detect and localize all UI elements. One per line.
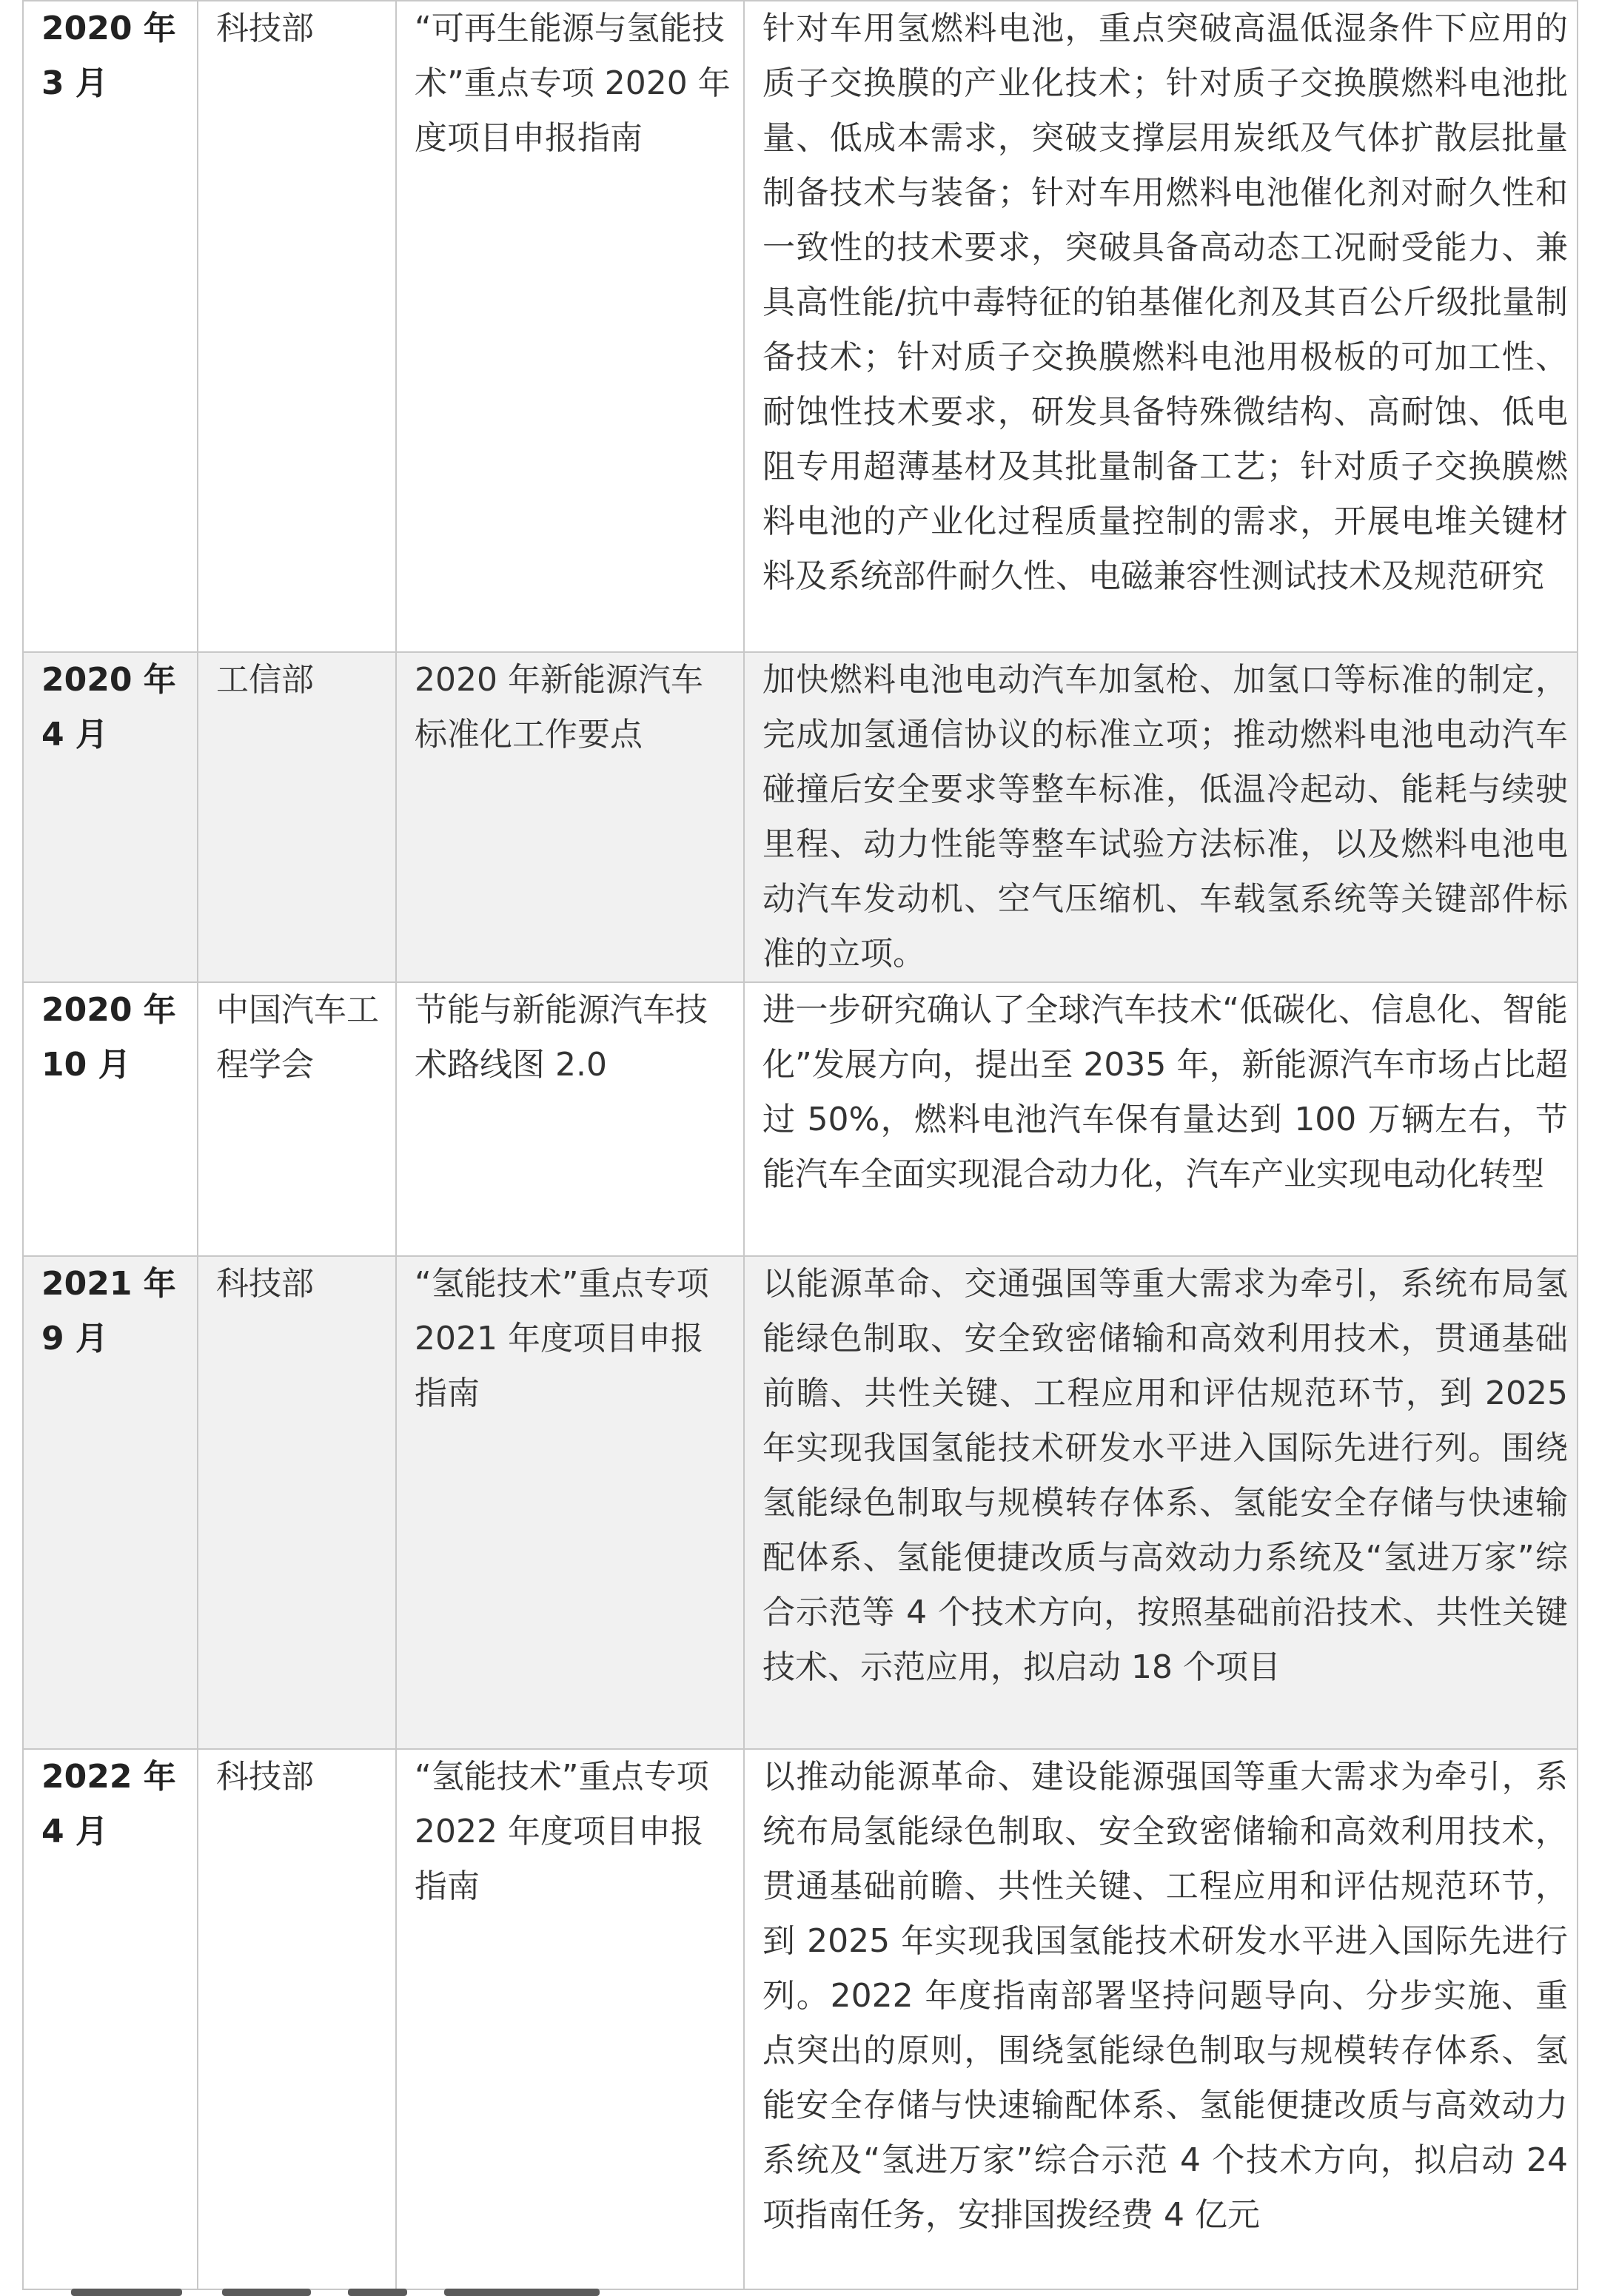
policy-table [22, 0, 1578, 2290]
policy-content-cell: 以推动能源革命、建设能源强国等重大需求为牵引，系统布局氢能绿色制取、安全致密储输和高效利用技术，贯通基础前瞻、共性关键、工程应用和评估规范环节，到 2025 年实现我国氢能技术研发水平进入国际先进行列。2022 年度指南部署坚持问题导向、分步实施、重点突出的原则，围绕氢能绿色制取与规模转存体系、氢能安全存储与快速输配体系、氢能便捷改质与高效动力系统及“氢进万家”综合示范 4 个技术方向，拟启动 24 项指南任务，安排国拨经费 4 亿元 [744, 1749, 1578, 2289]
policy-content-cell: 针对车用氢燃料电池，重点突破高温低湿条件下应用的质子交换膜的产业化技术；针对质子交换膜燃料电池批量、低成本需求，突破支撑层用炭纸及气体扩散层批量制备技术与装备；针对车用燃料电池催化剂对耐久性和一致性的技术要求，突破具备高动态工况耐受能力、兼具高性能/抗中毒特征的铂基催化剂及其百公斤级批量制备技术；针对质子交换膜燃料电池用极板的可加工性、耐蚀性技术要求，研发具备特殊微结构、高耐蚀、低电阻专用超薄基材及其批量制备工艺；针对质子交换膜燃料电池的产业化过程质量控制的需求，开展电堆关键材料及系统部件耐久性、电磁兼容性测试技术及规范研究 [744, 1, 1578, 652]
policy-name-cell: 节能与新能源汽车技术路线图 2.0 [396, 982, 744, 1256]
table-row [23, 652, 1578, 982]
policy-name-cell: “氢能技术”重点专项 2021 年度项目申报指南 [396, 1256, 744, 1749]
department-cell: 科技部 [198, 1, 396, 652]
date-cell: 2020 年 4 月 [23, 652, 198, 982]
policy-content-cell: 加快燃料电池电动汽车加氢枪、加氢口等标准的制定，完成加氢通信协议的标准立项；推动燃料电池电动汽车碰撞后安全要求等整车标准，低温冷起动、能耗与续驶里程、动力性能等整车试验方法标准，以及燃料电池电动汽车发动机、空气压缩机、车载氢系统等关键部件标准的立项。 [744, 652, 1578, 982]
date-cell: 2021 年 9 月 [23, 1256, 198, 1749]
table-row [23, 1256, 1578, 1749]
department-cell: 科技部 [198, 1256, 396, 1749]
date-cell: 2020 年 10 月 [23, 982, 198, 1256]
policy-name-cell: “氢能技术”重点专项 2022 年度项目申报指南 [396, 1749, 744, 2289]
department-cell: 科技部 [198, 1749, 396, 2289]
table-row [23, 982, 1578, 1256]
department-cell: 工信部 [198, 652, 396, 982]
policy-content-cell: 以能源革命、交通强国等重大需求为牵引，系统布局氢能绿色制取、安全致密储输和高效利用技术，贯通基础前瞻、共性关键、工程应用和评估规范环节，到 2025 年实现我国氢能技术研发水平进入国际先进行列。围绕氢能绿色制取与规模转存体系、氢能安全存储与快速输配体系、氢能便捷改质与高效动力系统及“氢进万家”综合示范等 4 个技术方向，按照基础前沿技术、共性关键技术、示范应用，拟启动 18 个项目 [744, 1256, 1578, 1749]
date-cell: 2020 年 3 月 [23, 1, 198, 652]
table-row [23, 1749, 1578, 2289]
policy-content-cell: 进一步研究确认了全球汽车技术“低碳化、信息化、智能化”发展方向，提出至 2035 年，新能源汽车市场占比超过 50%，燃料电池汽车保有量达到 100 万辆左右，节能汽车全面实现混合动力化，汽车产业实现电动化转型 [744, 982, 1578, 1256]
policy-name-cell: “可再生能源与氢能技术”重点专项 2020 年度项目申报指南 [396, 1, 744, 652]
cut-off-caption-line [0, 2275, 1599, 2296]
department-cell: 中国汽车工程学会 [198, 982, 396, 1256]
policy-name-cell: 2020 年新能源汽车标准化工作要点 [396, 652, 744, 982]
date-cell: 2022 年 4 月 [23, 1749, 198, 2289]
table-row [23, 1, 1578, 652]
